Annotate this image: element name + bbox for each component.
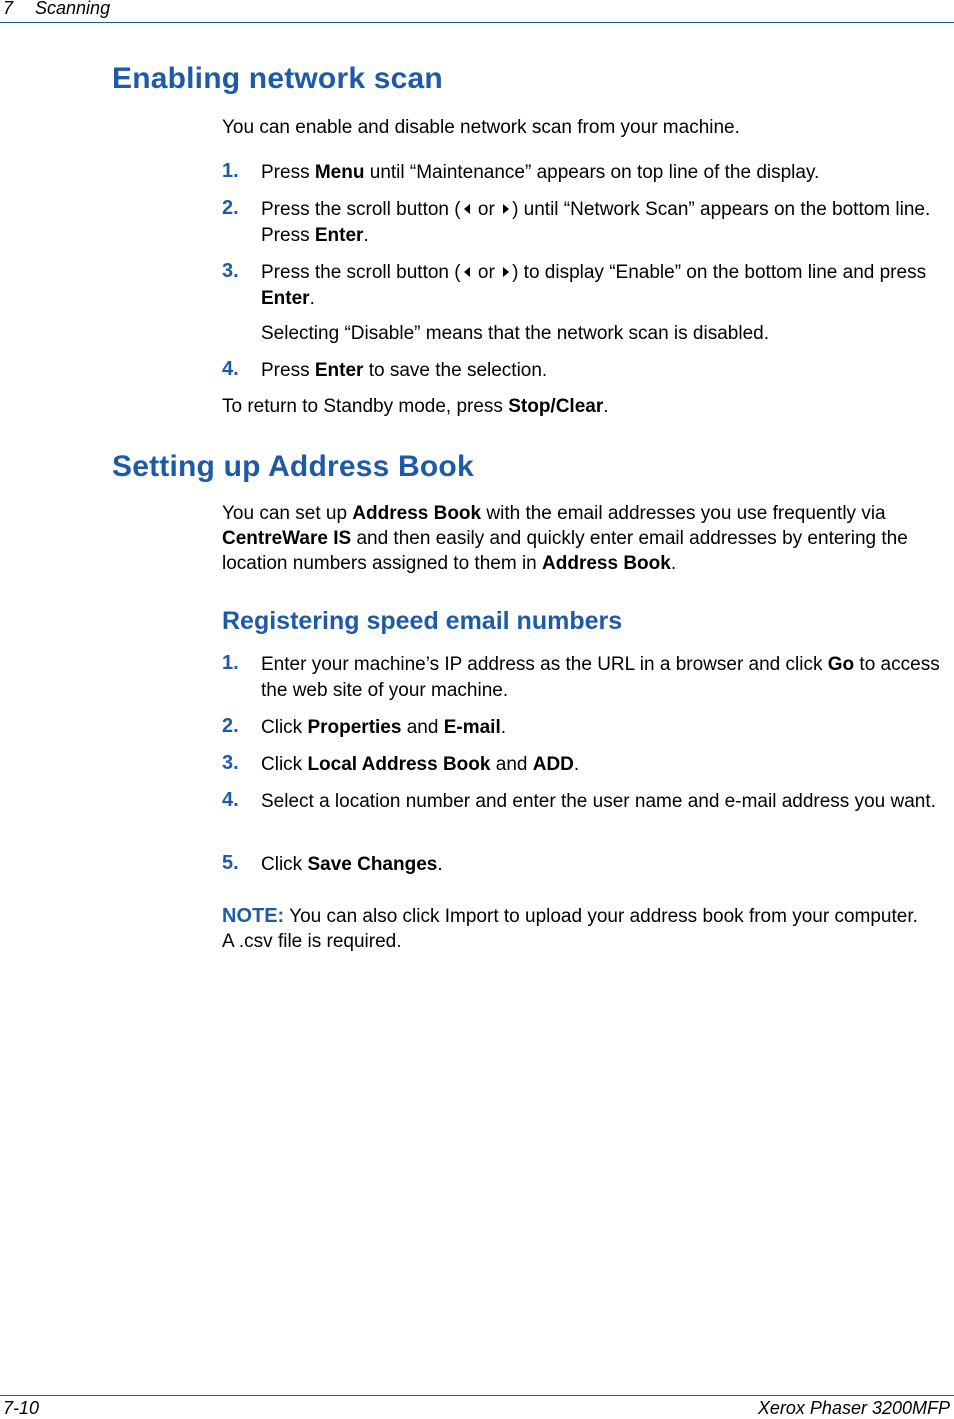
header-rule xyxy=(0,22,954,23)
running-header xyxy=(3,0,110,19)
step-text: Select a location number and enter the user name and e-mail address you want. xyxy=(261,791,936,812)
left-arrow-icon xyxy=(464,204,470,214)
section1-outro: To return to Standby mode, press Stop/Clear. xyxy=(222,396,609,417)
footer-rule xyxy=(0,1395,954,1396)
step-number: 1. xyxy=(222,652,239,674)
page-number: 7-10 xyxy=(3,1398,40,1418)
subsection-title-registering-speed-email: Registering speed email numbers xyxy=(222,607,623,635)
step-text: Click Save Changes. xyxy=(261,854,443,875)
step-text: Press Menu until “Maintenance” appears on top line of the display. xyxy=(261,162,820,183)
right-arrow-icon xyxy=(503,267,509,277)
step-number: 4. xyxy=(222,789,239,811)
product-name: Xerox Phaser 3200MFP xyxy=(757,1398,950,1418)
note-label: NOTE: xyxy=(222,905,285,927)
chapter-number: 7 xyxy=(3,0,14,18)
step-text: Press the scroll button ( or ) until “Network Scan” appears on the bottom line. Press Enter. xyxy=(261,199,931,246)
step-number: 4. xyxy=(222,358,239,380)
step-text: Click Local Address Book and ADD. xyxy=(261,754,580,775)
section-title-setting-up-address-book: Setting up Address Book xyxy=(112,450,474,483)
section2-intro: You can set up Address Book with the email addresses you use frequently via CentreWare IS and then easily and quickly enter email addresses by entering the location numbers assigned to them in Address Book. xyxy=(222,503,908,574)
left-arrow-icon xyxy=(464,267,470,277)
note: NOTE: You can also click Import to upload your address book from your computer. A .csv file is required. xyxy=(222,905,918,952)
step-number: 2. xyxy=(222,715,239,737)
step-number: 1. xyxy=(222,160,239,182)
section-title-enabling-network-scan: Enabling network scan xyxy=(112,62,443,95)
step-number: 3. xyxy=(222,260,239,282)
chapter-title: Scanning xyxy=(35,0,111,18)
right-arrow-icon xyxy=(503,204,509,214)
section1-intro: You can enable and disable network scan from your machine. xyxy=(222,117,740,138)
step-text: Press the scroll button ( or ) to display “Enable” on the bottom line and press Enter. xyxy=(261,262,927,309)
step-number: 3. xyxy=(222,752,239,774)
step-text: Press Enter to save the selection. xyxy=(261,360,548,381)
step-number: 5. xyxy=(222,852,239,874)
step-text: Click Properties and E-mail. xyxy=(261,717,507,738)
step-text: Enter your machine’s IP address as the URL in a browser and click Go to access the web site of your machine. xyxy=(261,654,940,701)
step-number: 2. xyxy=(222,197,239,219)
